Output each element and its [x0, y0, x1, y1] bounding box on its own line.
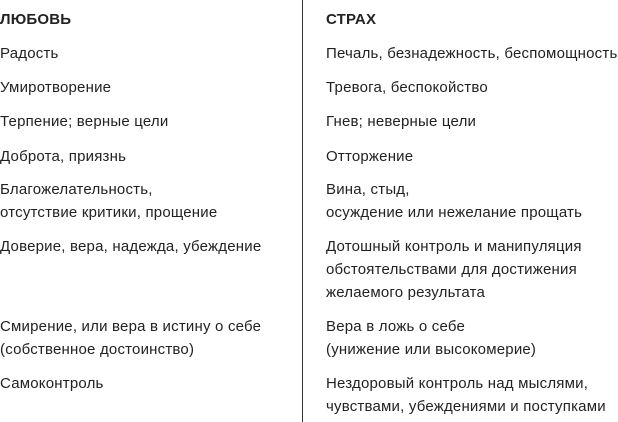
love-cell: Радость [0, 45, 59, 62]
love-cell: Благожелательность, отсутствие критики, прощение [0, 181, 218, 221]
header-love: ЛЮБОВЬ [0, 11, 72, 28]
fear-cell: Печаль, безнадежность, беспомощность [326, 45, 618, 62]
fear-cell: Дотошный контроль и манипуляция обстоятельствами для достижения желаемого результата [326, 238, 582, 301]
love-cell: Самоконтроль [0, 375, 104, 392]
love-cell: Терпение; верные цели [0, 113, 169, 130]
fear-cell: Вина, стыд, осуждение или нежелание прощать [326, 181, 583, 221]
fear-cell: Вера в ложь о себе (унижение или высокомерие) [326, 318, 537, 358]
love-cell: Смирение, или вера в истину о себе (собственное достоинство) [0, 318, 262, 358]
header-fear: СТРАХ [326, 11, 377, 28]
love-cell: Умиротворение [0, 79, 112, 96]
fear-cell: Тревога, беспокойство [326, 79, 488, 96]
fear-cell: Нездоровый контроль над мыслями, чувствами, убеждениями и поступками [326, 375, 606, 415]
love-cell: Доброта, приязнь [0, 148, 127, 165]
love-cell: Доверие, вера, надежда, убеждение [0, 238, 262, 255]
fear-cell: Гнев; неверные цели [326, 113, 477, 130]
column-divider [302, 0, 303, 422]
fear-cell: Отторжение [326, 148, 414, 165]
